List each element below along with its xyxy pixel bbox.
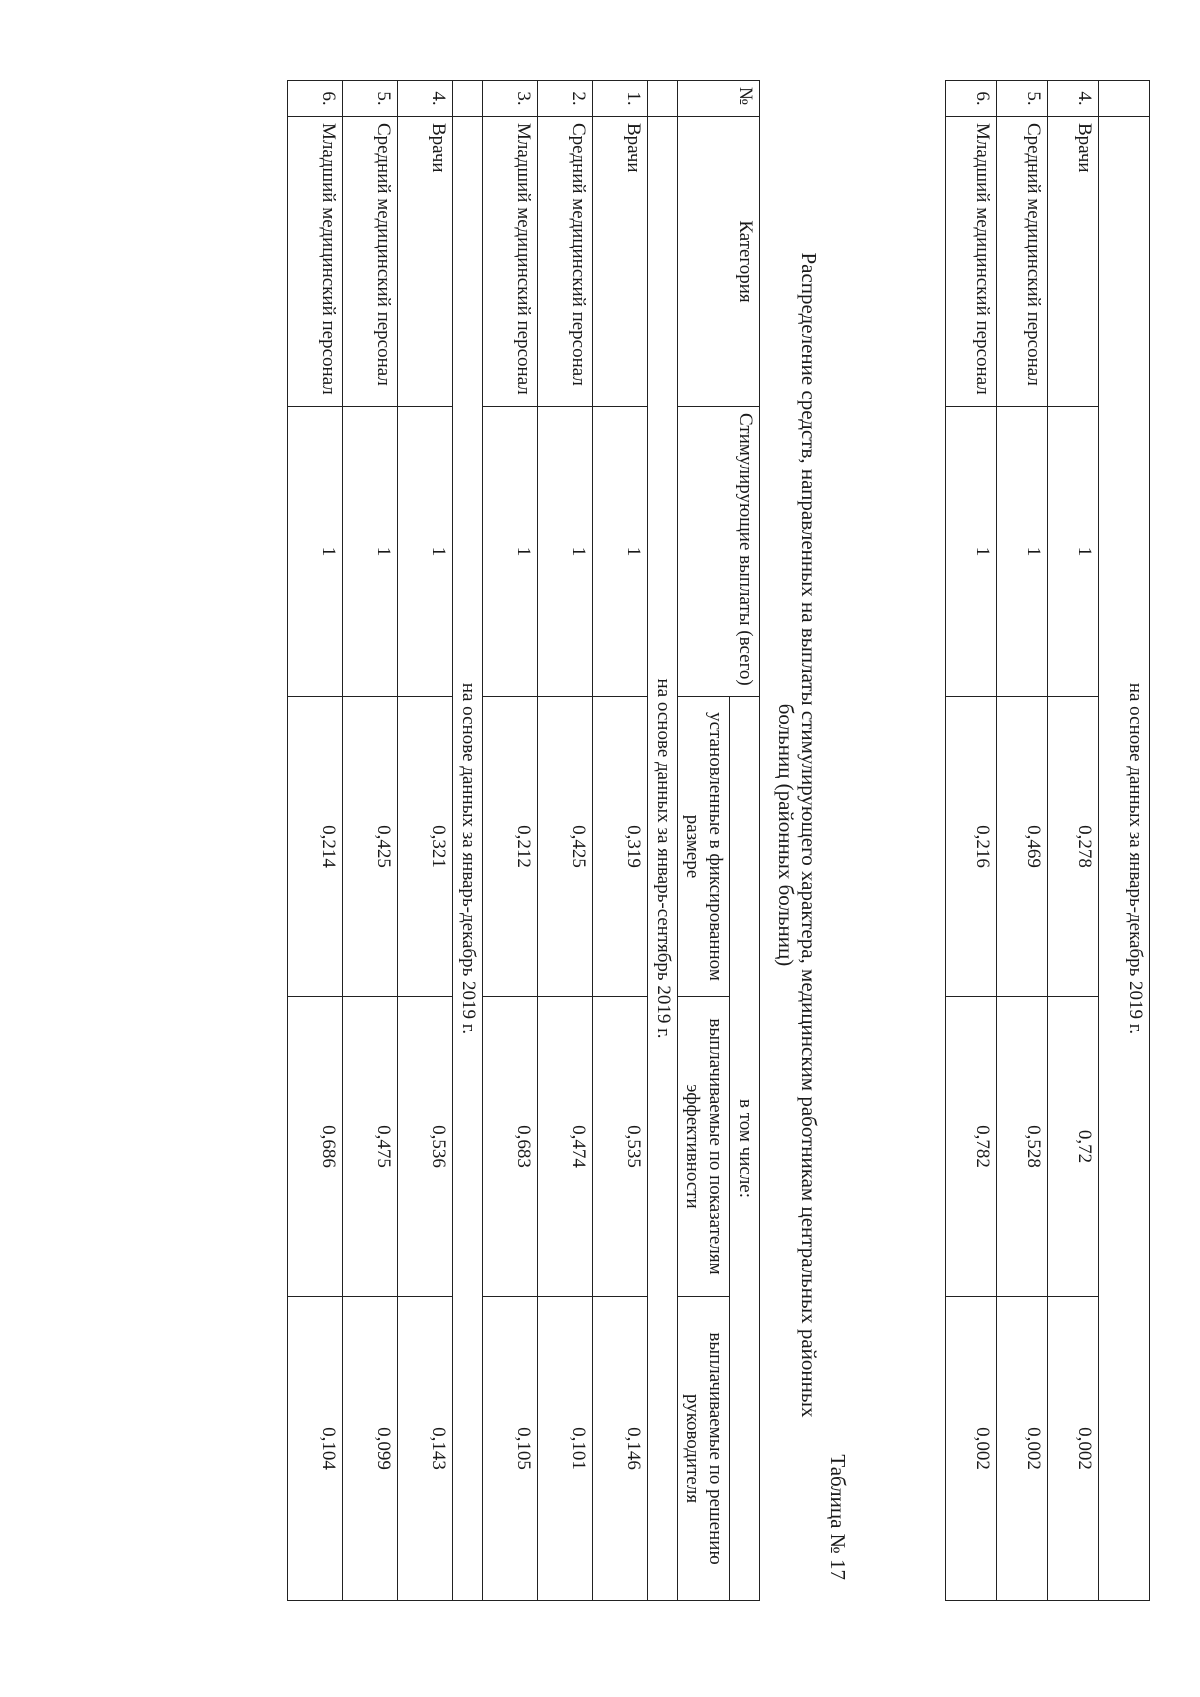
row-number: 5.: [997, 81, 1048, 117]
row-manager: 0,101: [537, 1297, 592, 1601]
table-row: [592, 81, 647, 1601]
row-efficiency: 0,528: [997, 997, 1048, 1297]
row-category: Врачи: [592, 117, 647, 407]
row-manager: 0,099: [343, 1297, 398, 1601]
header-manager: выплачиваемые по решению руководителя: [677, 1297, 730, 1601]
row-category: Младший медицинский персонал: [482, 117, 537, 407]
section-label: на основе данных за январь-декабрь 2019 г.: [1099, 117, 1150, 1601]
table-title: [774, 70, 820, 1600]
section-row: [647, 81, 677, 1601]
row-manager: 0,146: [592, 1297, 647, 1601]
row-manager: 0,002: [997, 1297, 1048, 1601]
table-row: [997, 81, 1048, 1601]
row-number: 2.: [537, 81, 592, 117]
row-fixed: 0,319: [592, 697, 647, 997]
row-fixed: 0,321: [398, 697, 453, 997]
row-fixed: 0,425: [537, 697, 592, 997]
row-total: 1: [398, 407, 453, 697]
table-row: [946, 81, 997, 1601]
row-fixed: 0,469: [997, 697, 1048, 997]
row-category: Средний медицинский персонал: [343, 117, 398, 407]
table-title-line: больниц (районных больниц): [773, 703, 798, 967]
header-total: Стимулирующие выплаты (всего): [677, 407, 759, 697]
row-total: 1: [1048, 407, 1099, 697]
table-17: [287, 80, 760, 1601]
row-category: Средний медицинский персонал: [537, 117, 592, 407]
header-efficiency: выплачиваемые по показателям эффективности: [677, 997, 730, 1297]
row-manager: 0,104: [288, 1297, 343, 1601]
row-total: 1: [482, 407, 537, 697]
header-fixed: установленные в фиксированном размере: [677, 697, 730, 997]
table-row: [482, 81, 537, 1601]
table-continuation: [945, 80, 1150, 1601]
blank-cell: [1099, 81, 1150, 117]
row-category: Врачи: [1048, 117, 1099, 407]
row-number: 4.: [1048, 81, 1099, 117]
row-category: Младший медицинский персонал: [946, 117, 997, 407]
row-fixed: 0,278: [1048, 697, 1099, 997]
row-efficiency: 0,475: [343, 997, 398, 1297]
row-total: 1: [343, 407, 398, 697]
row-fixed: 0,425: [343, 697, 398, 997]
row-number: 6.: [946, 81, 997, 117]
row-number: 6.: [288, 81, 343, 117]
header-including: в том числе:: [730, 697, 760, 1601]
row-number: 3.: [482, 81, 537, 117]
row-total: 1: [946, 407, 997, 697]
table-row: [1048, 81, 1099, 1601]
row-total: 1: [288, 407, 343, 697]
row-total: 1: [592, 407, 647, 697]
row-manager: 0,002: [1048, 1297, 1099, 1601]
row-total: 1: [997, 407, 1048, 697]
row-total: 1: [537, 407, 592, 697]
row-category: Младший медицинский персонал: [288, 117, 343, 407]
row-number: 1.: [592, 81, 647, 117]
table-row: [398, 81, 453, 1601]
row-efficiency: 0,474: [537, 997, 592, 1297]
blank-cell: [647, 81, 677, 117]
header-category: Категория: [677, 117, 759, 407]
row-fixed: 0,216: [946, 697, 997, 997]
section-row: [1099, 81, 1150, 1601]
row-number: 4.: [398, 81, 453, 117]
rotated-document-page: [20, 50, 1180, 1610]
section-label: на основе данных за январь-сентябрь 2019 г.: [647, 117, 677, 1601]
row-fixed: 0,214: [288, 697, 343, 997]
row-category: Средний медицинский персонал: [997, 117, 1048, 407]
row-manager: 0,143: [398, 1297, 453, 1601]
row-efficiency: 0,683: [482, 997, 537, 1297]
table-number-label: Таблица № 17: [826, 1454, 850, 1580]
header-num: №: [677, 81, 759, 117]
row-efficiency: 0,782: [946, 997, 997, 1297]
table-title-line: Распределение средств, направленных на выплаты стимулирующего характера, медицинским работникам центральных районных: [797, 252, 821, 1418]
blank-cell: [453, 81, 483, 117]
row-category: Врачи: [398, 117, 453, 407]
row-efficiency: 0,72: [1048, 997, 1099, 1297]
section-label: на основе данных за январь-декабрь 2019 г.: [453, 117, 483, 1601]
table-row: [288, 81, 343, 1601]
row-efficiency: 0,686: [288, 997, 343, 1297]
section-row: [453, 81, 483, 1601]
row-fixed: 0,212: [482, 697, 537, 997]
header-row: [730, 81, 760, 1601]
table-row: [343, 81, 398, 1601]
row-manager: 0,002: [946, 1297, 997, 1601]
row-efficiency: 0,536: [398, 997, 453, 1297]
row-manager: 0,105: [482, 1297, 537, 1601]
row-number: 5.: [343, 81, 398, 117]
row-efficiency: 0,535: [592, 997, 647, 1297]
table-row: [537, 81, 592, 1601]
